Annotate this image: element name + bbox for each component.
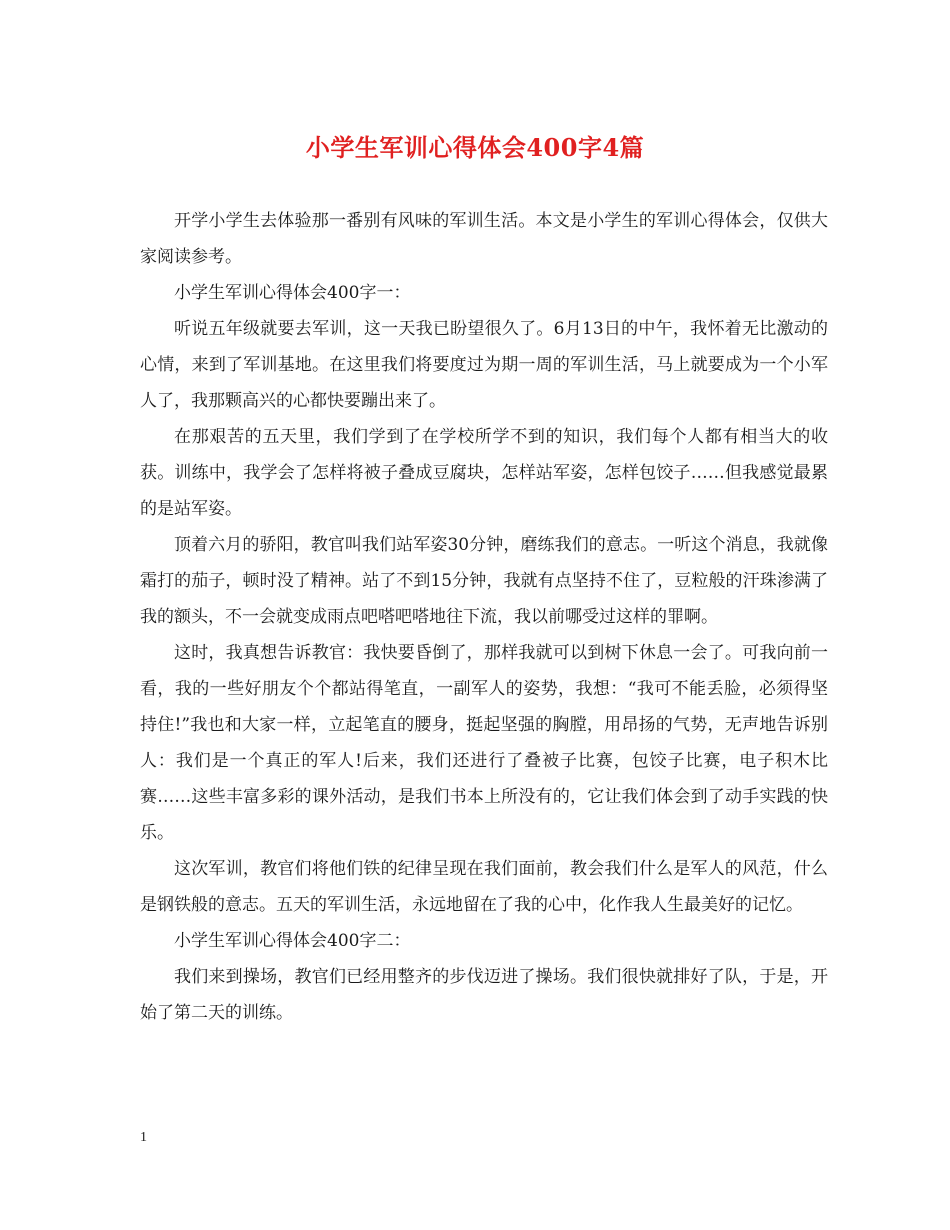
paragraph: 这时，我真想告诉教官：我快要昏倒了，那样我就可以到树下休息一会了。可我向前一看，我的一些好朋友个个都站得笔直，一副军人的姿势，我想：“我可不能丢脸，必须得坚持住!”我也和大家一样，立起笔直的腰身，挺起坚强的胸膛，用昂扬的气势，无声地告诉别人：我们是一个真正的军人!后来，我们还进行了叠被子比赛，包饺子比赛，电子积木比赛……这些丰富多彩的课外活动，是我们书本上所没有的，它让我们体会到了动手实践的快乐。 <box>140 643 828 843</box>
page-number: 1 <box>140 1130 147 1145</box>
section-heading-2: 小学生军训心得体会400字二： <box>174 931 411 951</box>
paragraph: 在那艰苦的五天里，我们学到了在学校所学不到的知识，我们每个人都有相当大的收获。训练中，我学会了怎样将被子叠成豆腐块，怎样站军姿，怎样包饺子……但我感觉最累的是站军姿。 <box>140 427 828 519</box>
paragraph: 这次军训，教官们将他们铁的纪律呈现在我们面前，教会我们什么是军人的风范，什么是钢铁般的意志。五天的军训生活，永远地留在了我的心中，化作我人生最美好的记忆。 <box>140 859 828 915</box>
section-heading-1: 小学生军训心得体会400字一： <box>174 283 411 303</box>
document-title: 小学生军训心得体会400字4篇 <box>305 133 645 162</box>
paragraph: 我们来到操场，教官们已经用整齐的步伐迈进了操场。我们很快就排好了队，于是，开始了第二天的训练。 <box>140 967 828 1023</box>
paragraph: 听说五年级就要去军训，这一天我已盼望很久了。6月13日的中午，我怀着无比激动的心情，来到了军训基地。在这里我们将要度过为期一周的军训生活，马上就要成为一个小军人了，我那颗高兴的心都快要蹦出来了。 <box>140 319 828 411</box>
document-body <box>140 203 828 1031</box>
paragraph: 顶着六月的骄阳，教官叫我们站军姿30分钟，磨练我们的意志。一听这个消息，我就像霜打的茄子，顿时没了精神。站了不到15分钟，我就有点坚持不住了，豆粒般的汗珠渗满了我的额头，不一会就变成雨点吧嗒吧嗒地往下流，我以前哪受过这样的罪啊。 <box>140 535 828 627</box>
paragraph-intro: 开学小学生去体验那一番别有风味的军训生活。本文是小学生的军训心得体会，仅供大家阅读参考。 <box>140 211 828 267</box>
